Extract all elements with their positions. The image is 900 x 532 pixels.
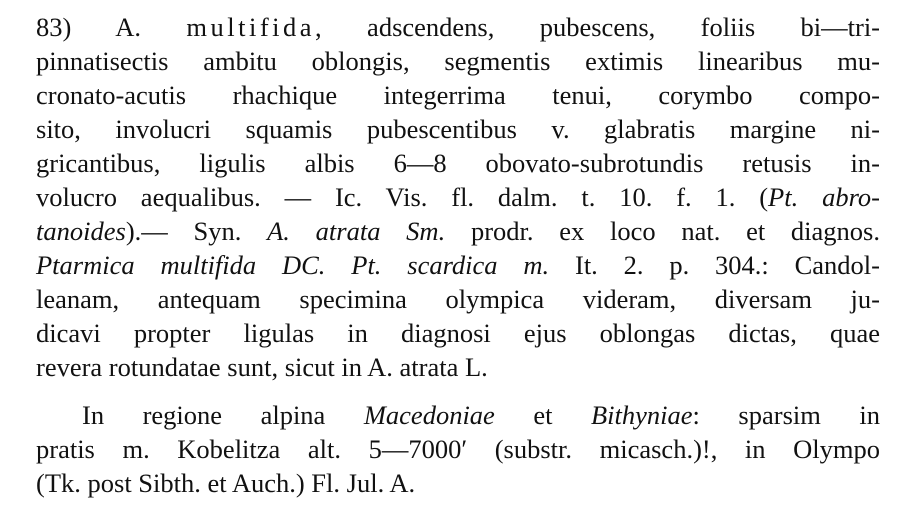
cropped-previous-line: [412, 0, 460, 4]
text-line: [36, 183, 880, 212]
text-run: pinnatisectis ambitu oblongis, segmentis extimis linearibus mu-: [36, 46, 880, 76]
text-run: cronato-acutis rhachique integerrima tenui, corymbo compo-: [36, 80, 880, 110]
text-run: gricantibus, ligulis albis 6—8 obovato-subrotundis retusis in-: [36, 148, 880, 178]
text-line: [36, 81, 880, 110]
text-run: prodr. ex loco nat. et diagnos.: [445, 216, 880, 246]
text-run: , adscendens, pubescens, foliis bi—tri-: [315, 12, 880, 42]
text-run: 83) A.: [36, 12, 187, 42]
text-line: [36, 149, 880, 178]
text-run: Ptarmica multifida DC. Pt. scardica m.: [36, 250, 550, 280]
text-line: [36, 435, 880, 464]
text-line: [36, 217, 880, 246]
text-run: A. atrata Sm.: [267, 216, 446, 246]
text-run: (Tk. post Sibth. et Auch.) Fl. Jul. A.: [36, 468, 416, 498]
text-run: leanam, antequam specimina olympica videram, diversam ju-: [36, 284, 880, 314]
text-run: : sparsim in: [692, 400, 880, 430]
text-line: [36, 285, 880, 314]
text-line: [36, 353, 880, 382]
text-run: pratis m. Kobelitza alt. 5—7000′ (substr. micasch.)!, in Olympo: [36, 434, 880, 464]
text-run: tanoides: [36, 216, 126, 246]
text-run: Macedoniae: [363, 400, 495, 430]
text-line: [36, 13, 880, 42]
text-line: [36, 469, 880, 498]
text-line: [36, 251, 880, 280]
text-run: revera rotundatae sunt, sicut in A. atrata L.: [36, 352, 488, 382]
text-run: ).— Syn.: [125, 216, 268, 246]
text-run: Pt. abro-: [768, 182, 880, 212]
text-line: [36, 319, 880, 348]
text-run: dicavi propter ligulas in diagnosi ejus oblongas dictas, quae: [36, 318, 880, 348]
text-run: In regione alpina: [82, 400, 364, 430]
text-line: [36, 47, 880, 76]
text-run: et: [494, 400, 591, 430]
text-run: Bithyniae: [590, 400, 693, 430]
text-line: [36, 115, 880, 144]
text-run: multifida: [186, 12, 316, 42]
text-line: [82, 401, 880, 430]
text-run: volucro aequalibus. — Ic. Vis. fl. dalm. t. 10. f. 1. (: [36, 182, 769, 212]
text-run: sito, involucri squamis pubescentibus v. glabratis margine ni-: [36, 114, 880, 144]
text-run: It. 2. p. 304.: Candol-: [549, 250, 880, 280]
